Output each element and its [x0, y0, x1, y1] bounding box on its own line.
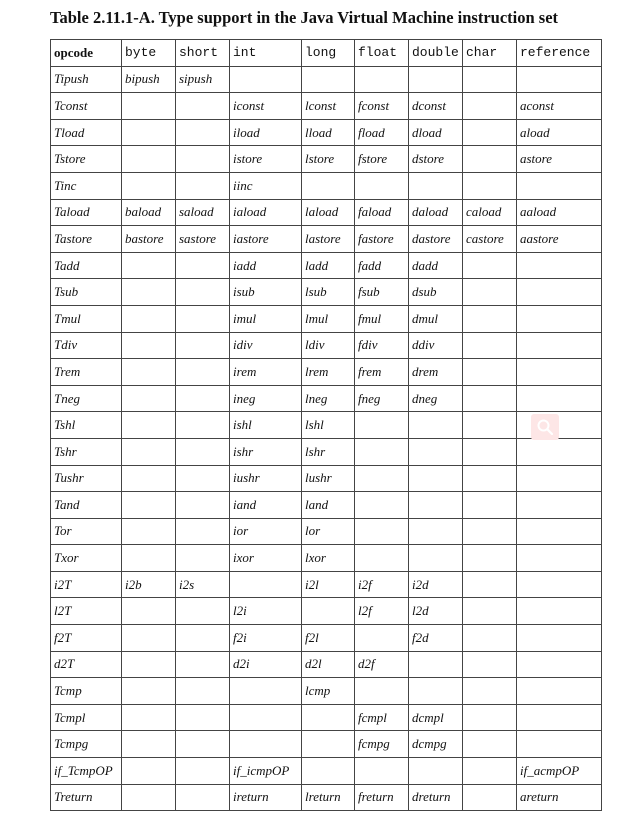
instruction-cell	[122, 492, 176, 519]
opcode-cell: Trem	[51, 359, 122, 386]
instruction-cell	[122, 279, 176, 306]
instruction-cell: lrem	[302, 359, 355, 386]
table-row	[51, 784, 602, 811]
instruction-cell	[517, 172, 602, 199]
instruction-cell: ixor	[230, 545, 302, 572]
instruction-cell	[463, 412, 517, 439]
table-row	[51, 625, 602, 652]
instruction-cell	[302, 758, 355, 785]
instruction-cell	[517, 359, 602, 386]
instruction-cell	[517, 438, 602, 465]
instruction-cell	[230, 731, 302, 758]
instruction-cell: fneg	[355, 385, 409, 412]
instruction-cell	[463, 651, 517, 678]
table-title: Table 2.11.1-A. Type support in the Java Virtual Machine instruction set	[50, 8, 559, 27]
instruction-cell	[463, 252, 517, 279]
instruction-cell: dconst	[409, 93, 463, 120]
instruction-cell	[176, 518, 230, 545]
instruction-cell: irem	[230, 359, 302, 386]
instruction-cell	[517, 66, 602, 93]
opcode-cell: Treturn	[51, 784, 122, 811]
instruction-cell: i2d	[409, 571, 463, 598]
instruction-cell	[355, 172, 409, 199]
column-header: char	[463, 40, 517, 67]
instruction-cell: saload	[176, 199, 230, 226]
instruction-cell: if_icmpOP	[230, 758, 302, 785]
opcode-cell: Tand	[51, 492, 122, 519]
instruction-cell	[176, 385, 230, 412]
instruction-cell: l2i	[230, 598, 302, 625]
table-row	[51, 492, 602, 519]
instruction-cell	[176, 598, 230, 625]
opcode-cell: Tload	[51, 119, 122, 146]
instruction-cell	[122, 678, 176, 705]
instruction-cell	[517, 545, 602, 572]
instruction-cell	[409, 678, 463, 705]
instruction-cell: istore	[230, 146, 302, 173]
instruction-cell: daload	[409, 199, 463, 226]
instruction-cell: sipush	[176, 66, 230, 93]
instruction-cell: iushr	[230, 465, 302, 492]
instruction-cell	[463, 465, 517, 492]
instruction-cell: lneg	[302, 385, 355, 412]
instruction-cell: lushr	[302, 465, 355, 492]
instruction-cell	[409, 172, 463, 199]
table-row	[51, 731, 602, 758]
table-row	[51, 172, 602, 199]
instruction-cell: fcmpl	[355, 704, 409, 731]
instruction-cell: i2b	[122, 571, 176, 598]
column-header: byte	[122, 40, 176, 67]
table-row	[51, 305, 602, 332]
instruction-cell	[463, 66, 517, 93]
table-row	[51, 651, 602, 678]
instruction-cell	[176, 465, 230, 492]
instruction-cell	[176, 412, 230, 439]
instruction-cell	[517, 412, 602, 439]
instruction-cell	[302, 731, 355, 758]
instruction-cell	[409, 758, 463, 785]
table-row	[51, 279, 602, 306]
instruction-cell	[176, 704, 230, 731]
table-row	[51, 678, 602, 705]
instruction-cell: dstore	[409, 146, 463, 173]
instruction-cell: fdiv	[355, 332, 409, 359]
instruction-cell: fcmpg	[355, 731, 409, 758]
instruction-cell: lshl	[302, 412, 355, 439]
instruction-cell	[517, 518, 602, 545]
instruction-cell: dmul	[409, 305, 463, 332]
opcode-cell: Tcmp	[51, 678, 122, 705]
instruction-cell: iadd	[230, 252, 302, 279]
instruction-cell	[517, 625, 602, 652]
instruction-cell: sastore	[176, 226, 230, 253]
search-icon	[536, 418, 554, 436]
instruction-cell: iconst	[230, 93, 302, 120]
instruction-cell	[463, 305, 517, 332]
instruction-cell: aaload	[517, 199, 602, 226]
instruction-cell	[176, 119, 230, 146]
instruction-cell	[176, 279, 230, 306]
instruction-cell: lmul	[302, 305, 355, 332]
instruction-cell: dsub	[409, 279, 463, 306]
instruction-cell: fastore	[355, 226, 409, 253]
instruction-cell: dcmpg	[409, 731, 463, 758]
instruction-cell	[463, 279, 517, 306]
instruction-cell	[463, 438, 517, 465]
instruction-cell: ineg	[230, 385, 302, 412]
instruction-cell	[517, 598, 602, 625]
opcode-cell: Tdiv	[51, 332, 122, 359]
instruction-cell	[122, 625, 176, 652]
instruction-cell: iaload	[230, 199, 302, 226]
instruction-cell	[230, 704, 302, 731]
instruction-cell: f2i	[230, 625, 302, 652]
column-header: double	[409, 40, 463, 67]
instruction-cell	[463, 385, 517, 412]
instruction-cell: baload	[122, 199, 176, 226]
opcode-cell: f2T	[51, 625, 122, 652]
instruction-cell	[122, 598, 176, 625]
instruction-cell	[463, 359, 517, 386]
instruction-cell: ddiv	[409, 332, 463, 359]
instruction-cell	[230, 66, 302, 93]
instruction-cell	[122, 93, 176, 120]
table-row	[51, 438, 602, 465]
instruction-cell: lload	[302, 119, 355, 146]
instruction-cell: aastore	[517, 226, 602, 253]
instruction-cell: bipush	[122, 66, 176, 93]
instruction-cell: i2l	[302, 571, 355, 598]
opcode-cell: d2T	[51, 651, 122, 678]
table-row	[51, 93, 602, 120]
instruction-cell: drem	[409, 359, 463, 386]
instruction-cell: imul	[230, 305, 302, 332]
instruction-cell	[355, 545, 409, 572]
instruction-cell: aload	[517, 119, 602, 146]
instruction-cell: lastore	[302, 226, 355, 253]
instruction-cell	[122, 252, 176, 279]
column-header: float	[355, 40, 409, 67]
table-row	[51, 704, 602, 731]
instruction-cell	[409, 492, 463, 519]
instruction-cell	[463, 625, 517, 652]
instruction-cell	[122, 731, 176, 758]
instruction-cell: fmul	[355, 305, 409, 332]
instruction-cell	[176, 332, 230, 359]
instruction-cell: caload	[463, 199, 517, 226]
instruction-cell	[122, 146, 176, 173]
opcode-cell: Tcmpl	[51, 704, 122, 731]
instruction-cell: fstore	[355, 146, 409, 173]
opcode-cell: Taload	[51, 199, 122, 226]
table-row	[51, 545, 602, 572]
instruction-cell	[409, 518, 463, 545]
instruction-cell	[122, 332, 176, 359]
instruction-cell: lshr	[302, 438, 355, 465]
instruction-cell	[122, 545, 176, 572]
opcode-cell: l2T	[51, 598, 122, 625]
column-header: opcode	[51, 40, 122, 67]
instruction-cell	[176, 731, 230, 758]
instruction-cell	[355, 625, 409, 652]
opcode-cell: Tushr	[51, 465, 122, 492]
column-header: reference	[517, 40, 602, 67]
instruction-cell: land	[302, 492, 355, 519]
opcode-cell: i2T	[51, 571, 122, 598]
instruction-cell	[302, 598, 355, 625]
instruction-cell: ishr	[230, 438, 302, 465]
instruction-cell	[355, 492, 409, 519]
instruction-cell	[122, 412, 176, 439]
instruction-cell	[122, 172, 176, 199]
instruction-cell: ldiv	[302, 332, 355, 359]
instruction-cell	[122, 758, 176, 785]
instruction-cell: dreturn	[409, 784, 463, 811]
instruction-cell	[122, 784, 176, 811]
instruction-cell: lsub	[302, 279, 355, 306]
instruction-cell	[355, 678, 409, 705]
instruction-cell: fsub	[355, 279, 409, 306]
instruction-cell: i2f	[355, 571, 409, 598]
instruction-cell	[463, 784, 517, 811]
instruction-cell: areturn	[517, 784, 602, 811]
instruction-cell	[176, 172, 230, 199]
instruction-cell: bastore	[122, 226, 176, 253]
opcode-cell: Tastore	[51, 226, 122, 253]
table-row	[51, 226, 602, 253]
instruction-cell	[463, 571, 517, 598]
instruction-cell: if_acmpOP	[517, 758, 602, 785]
table-row	[51, 199, 602, 226]
instruction-cell	[230, 678, 302, 705]
instruction-cell	[122, 518, 176, 545]
instruction-cell	[463, 172, 517, 199]
instruction-cell	[176, 678, 230, 705]
instruction-cell	[463, 492, 517, 519]
instruction-cell	[176, 784, 230, 811]
column-header: int	[230, 40, 302, 67]
instruction-cell: iand	[230, 492, 302, 519]
instruction-cell	[122, 704, 176, 731]
table-row	[51, 252, 602, 279]
instruction-cell	[355, 438, 409, 465]
instruction-cell: f2d	[409, 625, 463, 652]
opcode-cell: Tshl	[51, 412, 122, 439]
instruction-cell	[122, 438, 176, 465]
instruction-cell	[463, 731, 517, 758]
table-row	[51, 518, 602, 545]
opcode-cell: Txor	[51, 545, 122, 572]
instruction-cell	[176, 93, 230, 120]
instruction-cell	[409, 66, 463, 93]
instruction-cell: dcmpl	[409, 704, 463, 731]
table-row	[51, 598, 602, 625]
column-header: long	[302, 40, 355, 67]
instruction-cell	[122, 385, 176, 412]
opcode-cell: Tconst	[51, 93, 122, 120]
instruction-cell: iastore	[230, 226, 302, 253]
instruction-cell: castore	[463, 226, 517, 253]
instruction-cell: aconst	[517, 93, 602, 120]
opcode-cell: Tipush	[51, 66, 122, 93]
instruction-cell: i2s	[176, 571, 230, 598]
instruction-cell: ladd	[302, 252, 355, 279]
instruction-cell: ireturn	[230, 784, 302, 811]
instruction-cell	[176, 252, 230, 279]
table-row	[51, 465, 602, 492]
instruction-cell	[517, 731, 602, 758]
instruction-cell	[302, 704, 355, 731]
instruction-cell: lreturn	[302, 784, 355, 811]
instruction-cell	[355, 518, 409, 545]
table-row	[51, 146, 602, 173]
opcode-cell: Tsub	[51, 279, 122, 306]
instruction-cell	[517, 492, 602, 519]
instruction-cell: iload	[230, 119, 302, 146]
instruction-cell: faload	[355, 199, 409, 226]
instruction-cell: lconst	[302, 93, 355, 120]
table-row	[51, 385, 602, 412]
instruction-cell	[176, 305, 230, 332]
opcode-cell: if_TcmpOP	[51, 758, 122, 785]
instruction-cell	[302, 66, 355, 93]
instruction-cell	[409, 545, 463, 572]
instruction-cell	[517, 571, 602, 598]
instruction-cell: ior	[230, 518, 302, 545]
table-row	[51, 758, 602, 785]
opcode-cell: Tneg	[51, 385, 122, 412]
instruction-cell	[355, 66, 409, 93]
table-row	[51, 412, 602, 439]
opcode-cell: Tinc	[51, 172, 122, 199]
instruction-cell	[409, 438, 463, 465]
instruction-cell	[176, 758, 230, 785]
instruction-cell: fload	[355, 119, 409, 146]
instruction-cell: idiv	[230, 332, 302, 359]
instruction-cell	[463, 518, 517, 545]
table-row	[51, 66, 602, 93]
instruction-cell	[517, 305, 602, 332]
opcode-cell: Tshr	[51, 438, 122, 465]
instruction-cell: freturn	[355, 784, 409, 811]
instruction-cell	[230, 571, 302, 598]
instruction-cell	[176, 625, 230, 652]
instruction-cell	[176, 438, 230, 465]
instruction-cell: lstore	[302, 146, 355, 173]
instruction-cell: l2f	[355, 598, 409, 625]
instruction-cell: l2d	[409, 598, 463, 625]
instruction-cell	[122, 305, 176, 332]
instruction-cell	[409, 465, 463, 492]
instruction-cell	[122, 359, 176, 386]
table-header-row	[51, 40, 602, 67]
instruction-cell	[517, 651, 602, 678]
table-row	[51, 359, 602, 386]
instruction-cell: lor	[302, 518, 355, 545]
instruction-cell	[463, 598, 517, 625]
zoom-button[interactable]	[531, 414, 559, 440]
instruction-cell	[176, 651, 230, 678]
instruction-cell	[517, 465, 602, 492]
instruction-cell: frem	[355, 359, 409, 386]
instruction-cell	[176, 359, 230, 386]
table-row	[51, 119, 602, 146]
instruction-cell	[409, 651, 463, 678]
instruction-cell	[176, 545, 230, 572]
opcode-cell: Tadd	[51, 252, 122, 279]
opcode-cell: Tmul	[51, 305, 122, 332]
opcode-cell: Tstore	[51, 146, 122, 173]
instruction-cell	[122, 651, 176, 678]
instruction-cell: dadd	[409, 252, 463, 279]
instruction-cell: fadd	[355, 252, 409, 279]
instruction-cell: astore	[517, 146, 602, 173]
instruction-cell	[517, 678, 602, 705]
instruction-cell	[463, 93, 517, 120]
instruction-cell: isub	[230, 279, 302, 306]
instruction-cell: dneg	[409, 385, 463, 412]
instruction-cell	[463, 332, 517, 359]
instruction-cell	[409, 412, 463, 439]
instruction-cell	[517, 252, 602, 279]
instruction-cell	[176, 492, 230, 519]
instruction-cell	[517, 332, 602, 359]
instruction-cell	[463, 545, 517, 572]
opcode-cell: Tcmpg	[51, 731, 122, 758]
instruction-cell	[463, 146, 517, 173]
instruction-cell: d2f	[355, 651, 409, 678]
instruction-cell	[122, 119, 176, 146]
instruction-cell	[463, 678, 517, 705]
instruction-cell: d2l	[302, 651, 355, 678]
instruction-cell: lxor	[302, 545, 355, 572]
instruction-cell: dastore	[409, 226, 463, 253]
instruction-cell	[355, 412, 409, 439]
opcode-cell: Tor	[51, 518, 122, 545]
column-header: short	[176, 40, 230, 67]
instruction-cell	[517, 385, 602, 412]
instruction-type-table	[50, 39, 602, 811]
instruction-cell	[302, 172, 355, 199]
instruction-cell	[517, 704, 602, 731]
instruction-cell: fconst	[355, 93, 409, 120]
table-body	[51, 66, 602, 811]
instruction-cell	[122, 465, 176, 492]
instruction-cell: laload	[302, 199, 355, 226]
instruction-cell: f2l	[302, 625, 355, 652]
instruction-cell	[176, 146, 230, 173]
instruction-cell: d2i	[230, 651, 302, 678]
instruction-cell: dload	[409, 119, 463, 146]
instruction-cell: lcmp	[302, 678, 355, 705]
instruction-cell	[355, 465, 409, 492]
instruction-cell: iinc	[230, 172, 302, 199]
instruction-cell: ishl	[230, 412, 302, 439]
instruction-cell	[517, 279, 602, 306]
instruction-cell	[463, 758, 517, 785]
instruction-cell	[355, 758, 409, 785]
instruction-cell	[463, 704, 517, 731]
table-row	[51, 571, 602, 598]
instruction-cell	[463, 119, 517, 146]
table-row	[51, 332, 602, 359]
